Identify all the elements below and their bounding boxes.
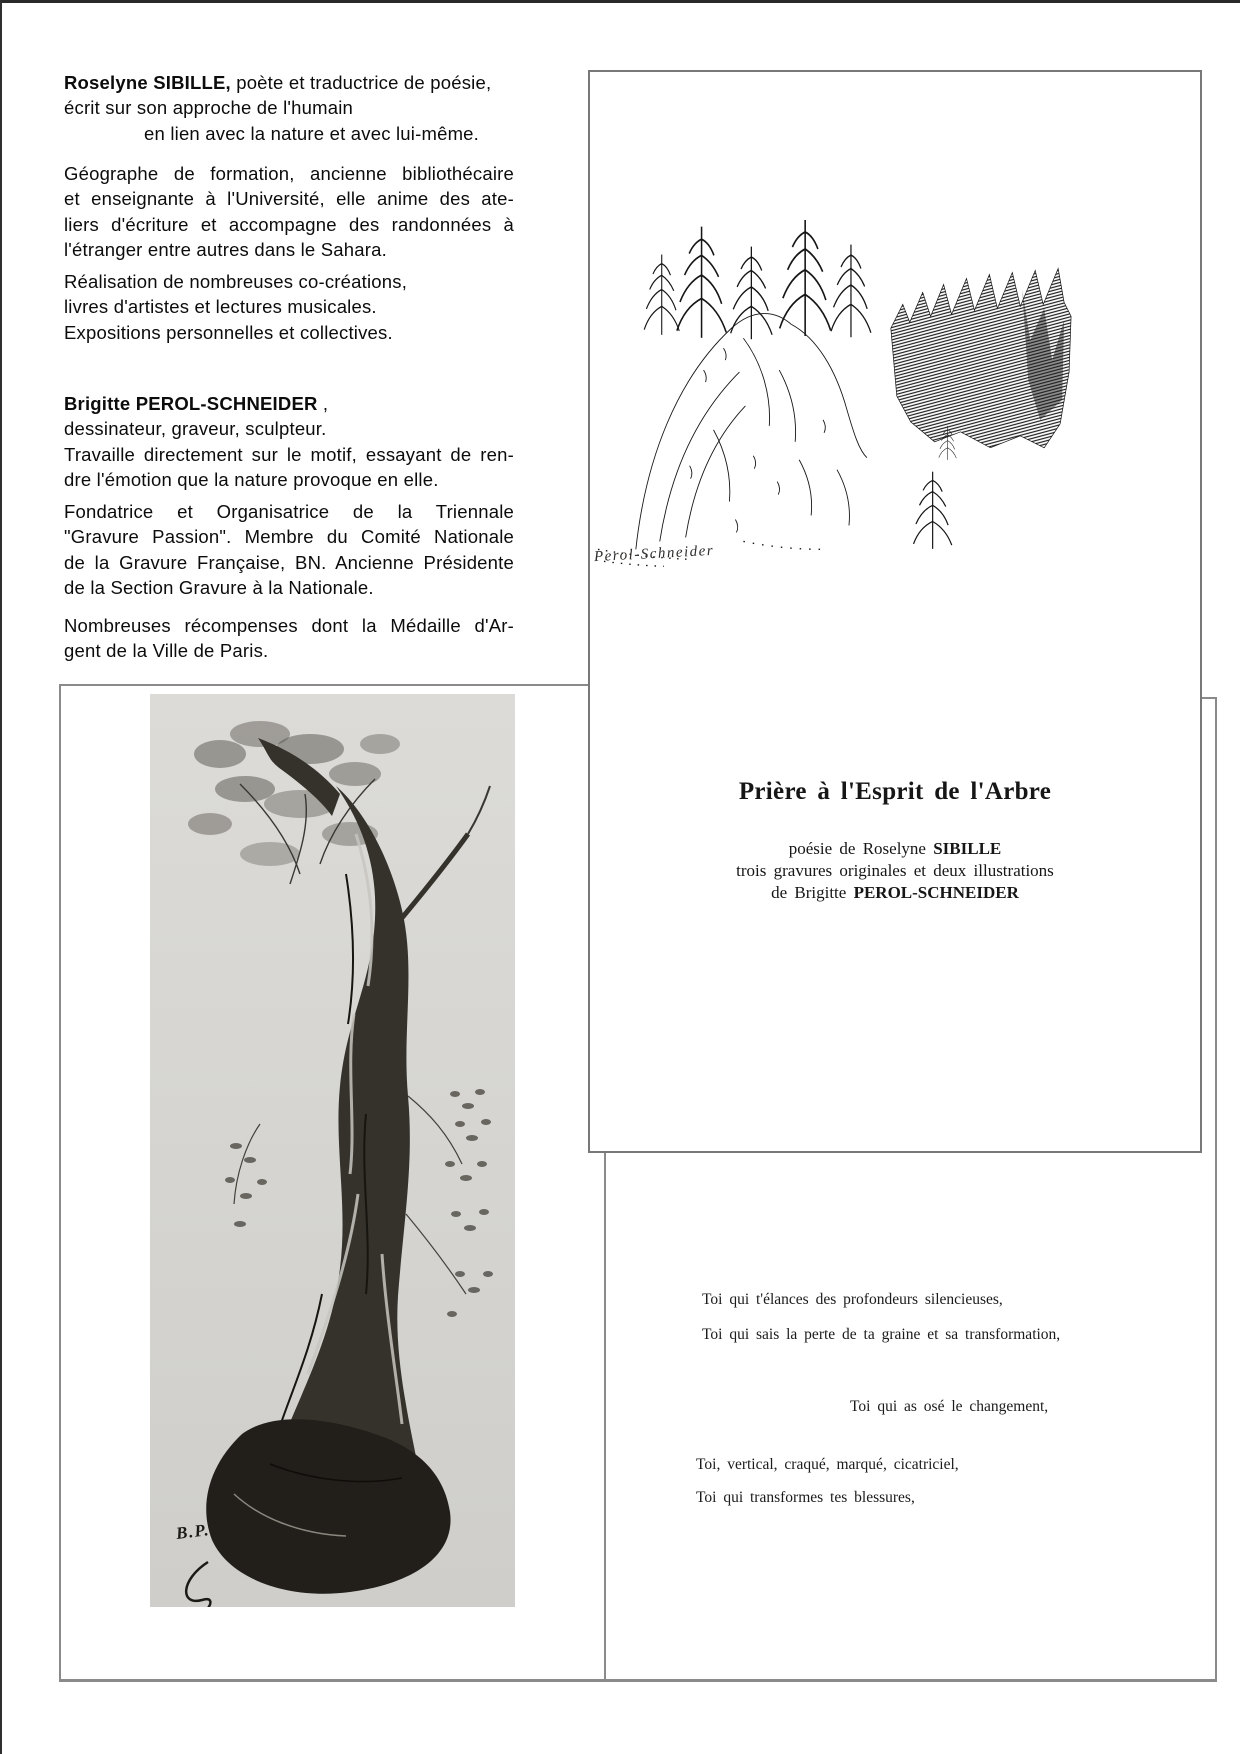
bio-line: en lien avec la nature et avec lui-même. [144, 122, 480, 144]
artist-heading: Brigitte PEROL-SCHNEIDER , [64, 393, 329, 414]
bio-line: de la Gravure Française, BN. Ancienne Présidente [64, 551, 514, 573]
bio-line: Fondatrice et Organisatrice de la Triennale [64, 501, 514, 522]
title-page-title: Prière à l'Esprit de l'Arbre [738, 778, 1052, 805]
engraver-name: PEROL-SCHNEIDER [853, 883, 1019, 902]
scan-left-edge [0, 0, 2, 1754]
title-page-panel [588, 70, 1202, 1153]
bio-line: dre l'émotion que la nature provoque en elle. [64, 469, 439, 491]
poet-name: SIBILLE [933, 839, 1002, 858]
bio-paragraph-realisations [64, 269, 514, 345]
tree-etching-photo [150, 694, 515, 1607]
bio-paragraph-fondatrice [64, 499, 514, 601]
title-page-credits [590, 838, 1200, 904]
poem-line: Toi qui t'élances des profondeurs silencieuses, [702, 1291, 1003, 1308]
credit-line: poésie de Roselyne SIBILLE [788, 839, 1002, 858]
bio-line: Expositions personnelles et collectives. [64, 321, 393, 343]
bio-line: Réalisation de nombreuses co-créations, [64, 271, 408, 292]
bio-line: "Gravure Passion". Membre du Comité Nationale [64, 526, 514, 548]
credit-line: de Brigitte PEROL-SCHNEIDER [771, 883, 1019, 902]
artist-name: Brigitte PEROL-SCHNEIDER [64, 393, 318, 414]
forest-drawing [594, 220, 1092, 567]
bio-line: écrit sur son approche de l'humain [64, 97, 354, 119]
poem-line: Toi qui sais la perte de ta graine et sa transformation, [702, 1326, 1061, 1343]
tree-etching-art [150, 694, 515, 1607]
bio-line: et enseignante à l'Université, elle anime des ate- [64, 188, 514, 210]
bio-line: Géographe de formation, ancienne bibliothécaire [64, 163, 514, 184]
bio-line: gent de la Ville de Paris. [64, 640, 269, 662]
credit-line: trois gravures originales et deux illustrations [736, 861, 1054, 880]
bio-line: Travaille directement sur le motif, essayant de ren- [64, 443, 514, 465]
bio-paragraph-brigitte [64, 391, 514, 493]
bio-line: livres d'artistes et lectures musicales. [64, 296, 377, 318]
bio-paragraph-roselyne [64, 70, 514, 146]
bio-line: dessinateur, graveur, sculpteur. [64, 418, 327, 440]
poem-line: Toi qui as osé le changement, [850, 1398, 1049, 1415]
bio-line: Nombreuses récompenses dont la Médaille d'Ar- [64, 615, 514, 636]
etching-signature: B.P. [174, 1519, 212, 1544]
author-name: Roselyne SIBILLE, [64, 72, 231, 93]
poem-line: Toi, vertical, craqué, marqué, cicatriciel, [696, 1456, 959, 1473]
poem-line: Toi qui transformes tes blessures, [696, 1489, 915, 1506]
bio-paragraph-geographe [64, 161, 514, 263]
bio-line: Roselyne SIBILLE, poète et traductrice de poésie, [64, 72, 492, 93]
bio-paragraph-recompenses [64, 613, 514, 664]
forest-drawing-signature: Perol-Schneider [593, 542, 715, 566]
bio-line: de la Section Gravure à la Nationale. [64, 577, 374, 599]
bio-line: l'étranger entre autres dans le Sahara. [64, 239, 387, 261]
bio-line: liers d'écriture et accompagne des randonnées à [64, 213, 514, 235]
scan-top-edge [0, 0, 1240, 3]
